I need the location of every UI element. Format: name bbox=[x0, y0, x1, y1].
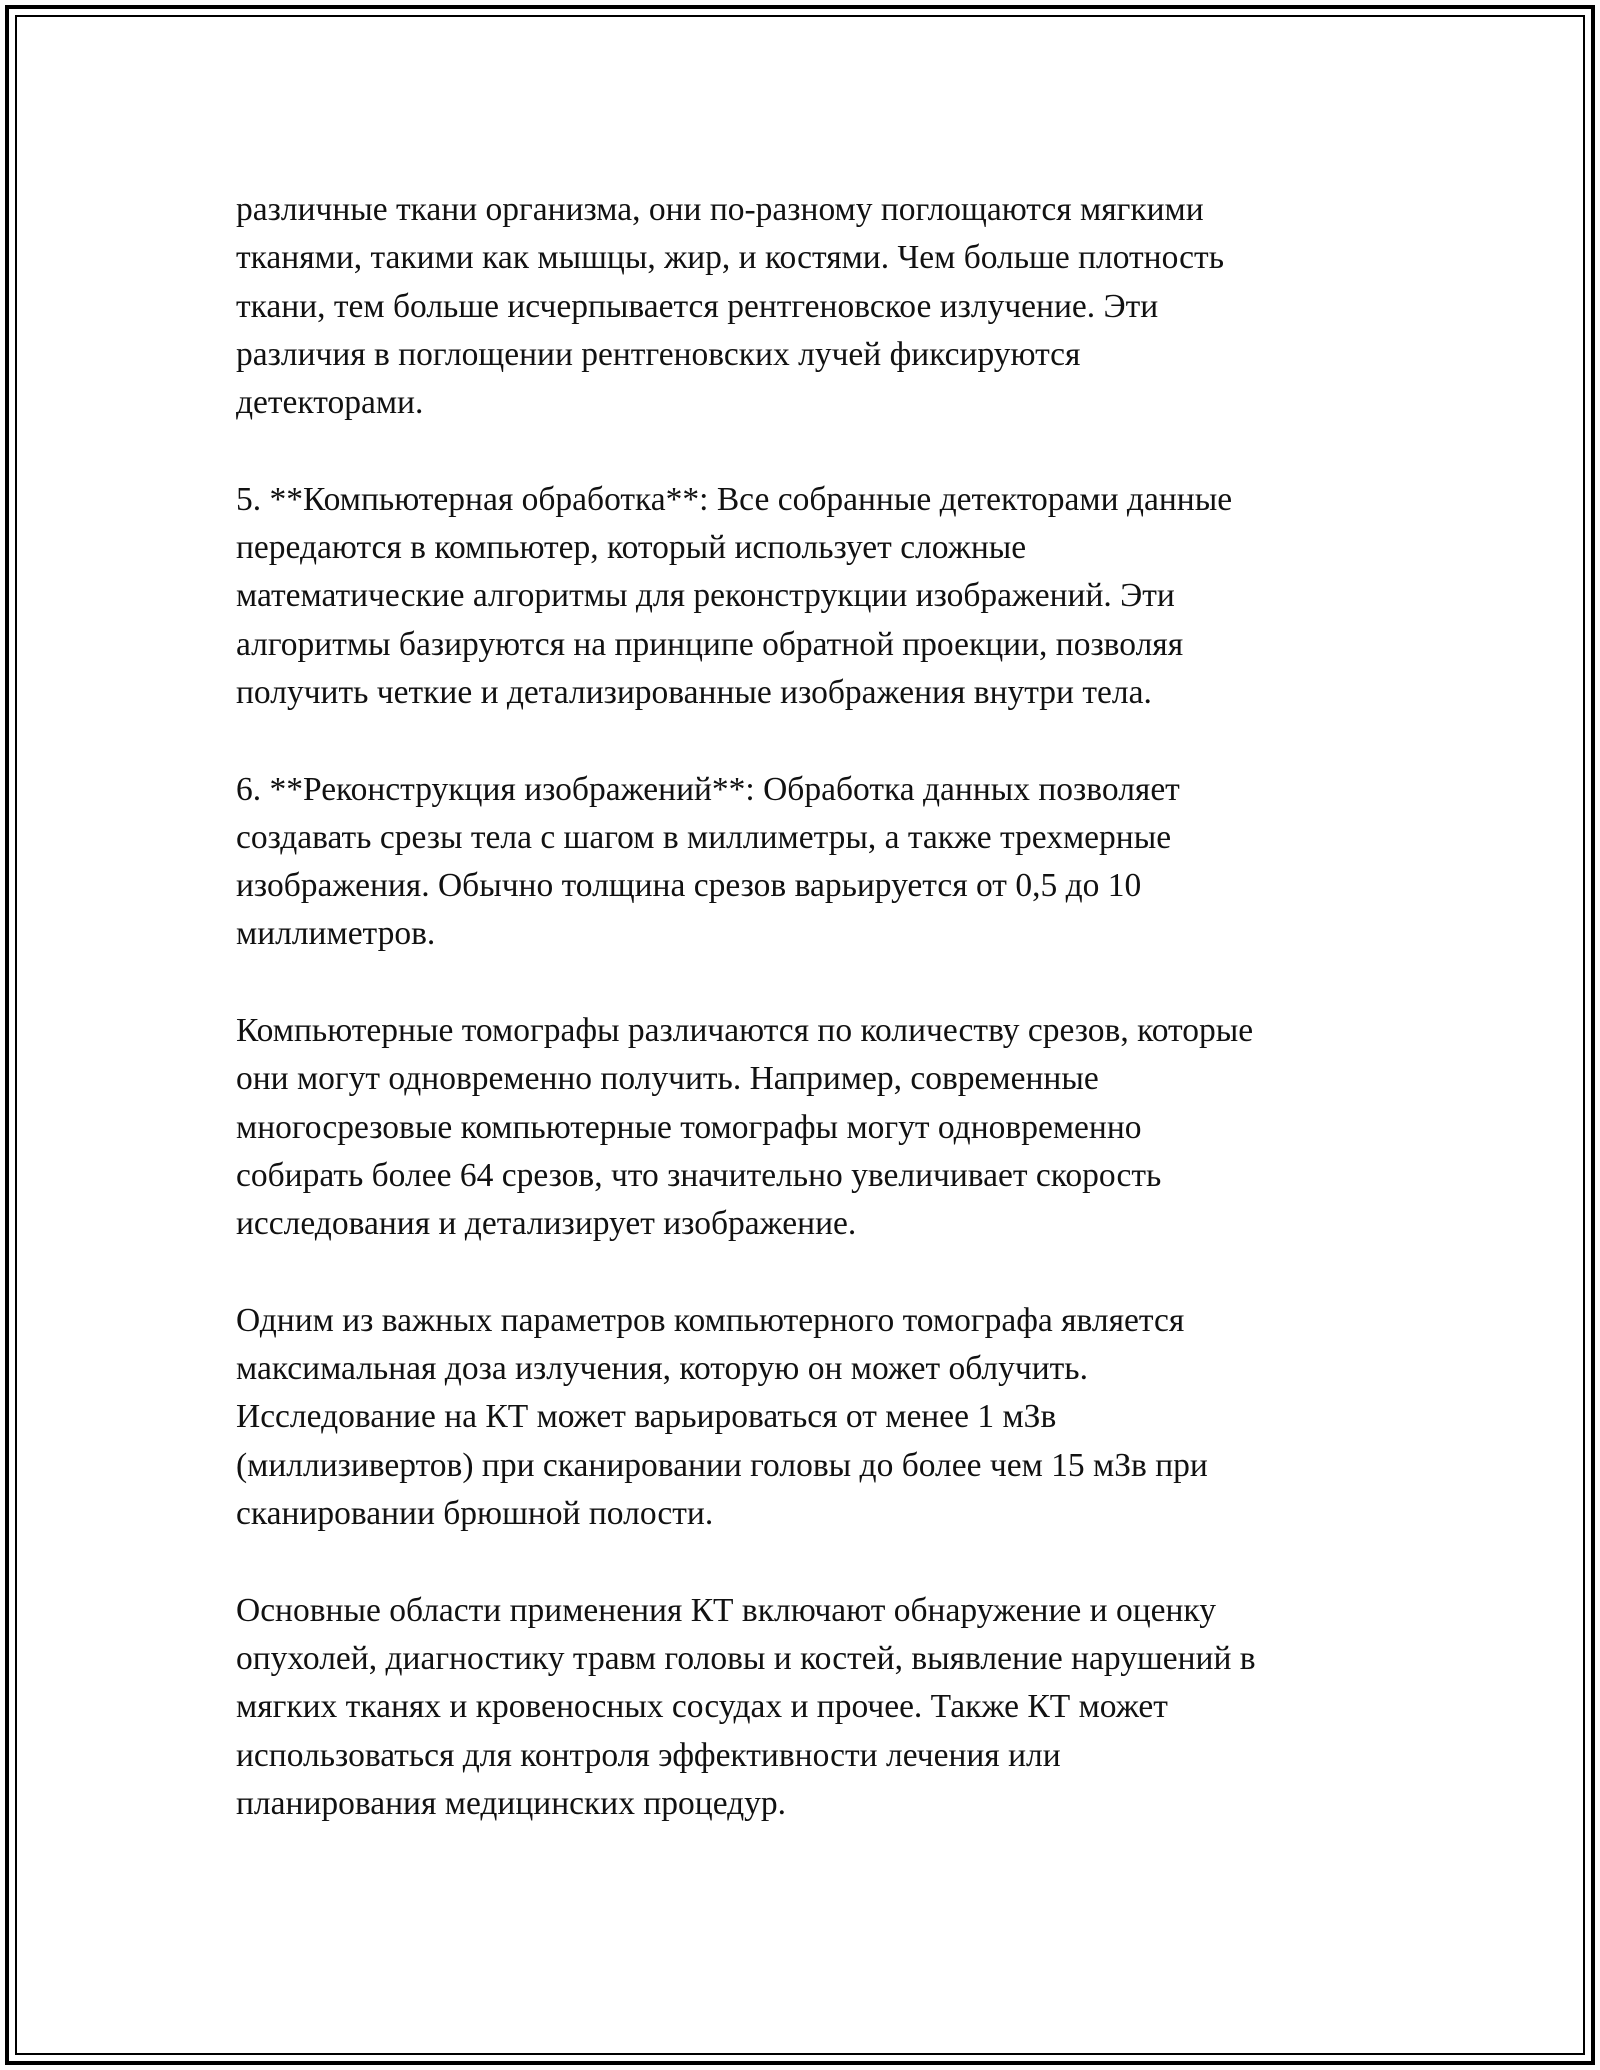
text-line: ткани, тем больше исчерпывается рентгеновское излучение. Эти bbox=[236, 287, 1159, 325]
text-line: миллиметров. bbox=[236, 915, 436, 953]
paragraph-spacer bbox=[236, 959, 1396, 1007]
paragraph-spacer bbox=[236, 1249, 1396, 1297]
text-line: собирать более 64 срезов, что значительно увеличивает скорость bbox=[236, 1156, 1162, 1194]
text-line: исследования и детализирует изображение. bbox=[236, 1205, 857, 1243]
text-line: Основные области применения КТ включают обнаружение и оценку bbox=[236, 1591, 1216, 1629]
text-line: многосрезовые компьютерные томографы могут одновременно bbox=[236, 1108, 1142, 1146]
text-line: максимальная доза излучения, которую он может облучить. bbox=[236, 1350, 1088, 1388]
text-line: сканировании брюшной полости. bbox=[236, 1495, 714, 1533]
paragraph-applications bbox=[236, 1587, 1396, 1828]
text-line: детекторами. bbox=[236, 384, 424, 422]
text-line: изображения. Обычно толщина срезов варьируется от 0,5 до 10 bbox=[236, 867, 1142, 905]
text-line: они могут одновременно получить. Например, современные bbox=[236, 1060, 1099, 1098]
text-line: получить четкие и детализированные изображения внутри тела. bbox=[236, 673, 1152, 711]
paragraph-spacer bbox=[236, 427, 1396, 475]
text-line: (миллизивертов) при сканировании головы до более чем 15 мЗв при bbox=[236, 1446, 1208, 1484]
paragraph-radiation-dose bbox=[236, 1297, 1396, 1538]
text-line: передаются в компьютер, который использует сложные bbox=[236, 529, 1027, 567]
text-line: мягких тканях и кровеносных сосудах и прочее. Также КТ может bbox=[236, 1688, 1168, 1726]
text-line: опухолей, диагностику травм головы и костей, выявление нарушений в bbox=[236, 1639, 1256, 1677]
paragraph-slice-count bbox=[236, 1007, 1396, 1248]
text-line: Исследование на КТ может варьироваться от менее 1 мЗв bbox=[236, 1398, 1057, 1436]
paragraph-image-reconstruction bbox=[236, 766, 1396, 959]
text-line: Компьютерные томографы различаются по количеству срезов, которые bbox=[236, 1012, 1254, 1050]
text-line: алгоритмы базируются на принципе обратной проекции, позволяя bbox=[236, 625, 1184, 663]
paragraph-computer-processing bbox=[236, 476, 1396, 717]
text-line: математические алгоритмы для реконструкции изображений. Эти bbox=[236, 577, 1175, 615]
paragraph-tissue-absorption bbox=[236, 186, 1396, 427]
text-line: различия в поглощении рентгеновских лучей фиксируются bbox=[236, 335, 1081, 373]
paragraph-spacer bbox=[236, 1538, 1396, 1586]
document-body bbox=[236, 186, 1396, 1828]
text-line: создавать срезы тела с шагом в миллиметры, а также трехмерные bbox=[236, 818, 1172, 856]
text-line: планирования медицинских процедур. bbox=[236, 1784, 787, 1822]
text-line: 6. **Реконструкция изображений**: Обработка данных позволяет bbox=[236, 770, 1180, 808]
text-line: тканями, такими как мышцы, жир, и костями. Чем больше плотность bbox=[236, 239, 1224, 277]
text-line: 5. **Компьютерная обработка**: Все собранные детекторами данные bbox=[236, 480, 1233, 518]
text-line: использоваться для контроля эффективности лечения или bbox=[236, 1736, 1061, 1774]
text-line: Одним из важных параметров компьютерного томографа является bbox=[236, 1301, 1185, 1339]
paragraph-spacer bbox=[236, 717, 1396, 765]
text-line: различные ткани организма, они по-разному поглощаются мягкими bbox=[236, 191, 1204, 228]
